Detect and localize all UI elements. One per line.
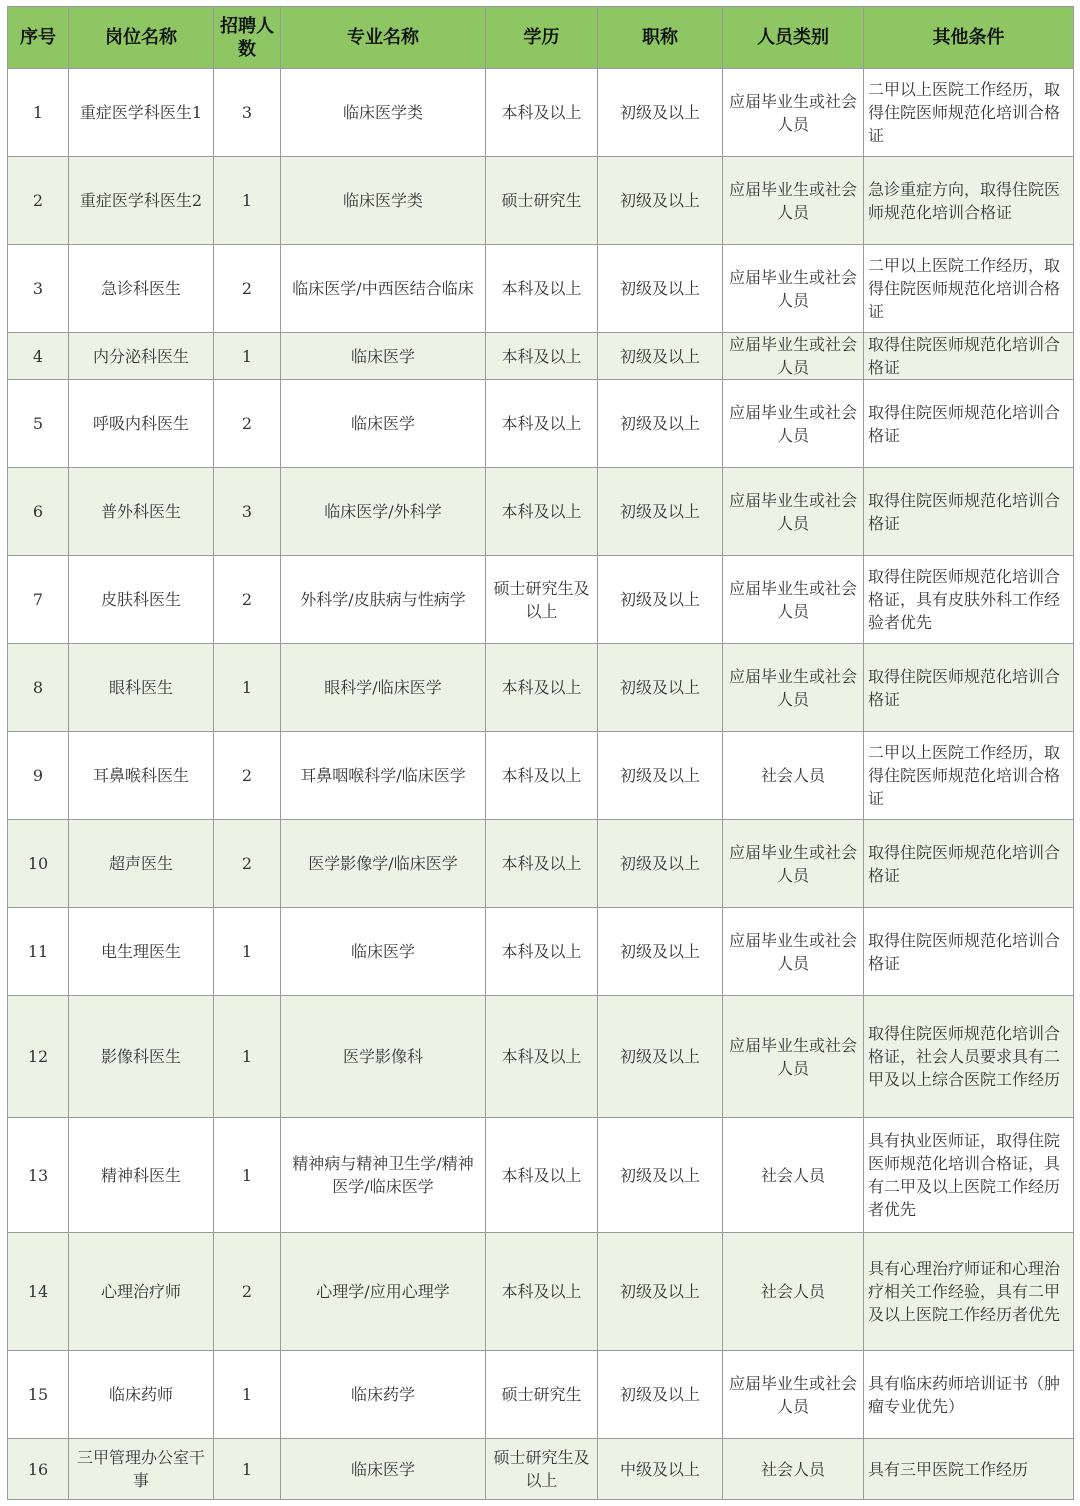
cell-count: 3: [214, 468, 281, 556]
cell-education: 本科及以上: [486, 245, 598, 333]
header-education: 学历: [486, 7, 598, 69]
cell-major: 耳鼻咽喉科学/临床医学: [281, 732, 486, 820]
cell-major: 外科学/皮肤病与性病学: [281, 556, 486, 644]
table-row: [8, 245, 1074, 333]
cell-major: 精神病与精神卫生学/精神医学/临床医学: [281, 1118, 486, 1233]
table-row: [8, 644, 1074, 732]
cell-title: 初级及以上: [598, 69, 723, 157]
cell-title: 初级及以上: [598, 1351, 723, 1439]
cell-category: 应届毕业生或社会人员: [723, 820, 864, 908]
header-no: 序号: [8, 7, 69, 69]
cell-count: 2: [214, 1233, 281, 1351]
cell-title: 初级及以上: [598, 644, 723, 732]
cell-no: 2: [8, 157, 69, 245]
cell-title: 初级及以上: [598, 157, 723, 245]
table-row: [8, 996, 1074, 1118]
header-category: 人员类别: [723, 7, 864, 69]
table-row: [8, 380, 1074, 468]
cell-education: 本科及以上: [486, 1118, 598, 1233]
cell-position: 普外科医生: [69, 468, 214, 556]
cell-position: 重症医学科医生1: [69, 69, 214, 157]
cell-major: 医学影像科: [281, 996, 486, 1118]
table-row: [8, 820, 1074, 908]
cell-category: 应届毕业生或社会人员: [723, 1351, 864, 1439]
cell-count: 1: [214, 1439, 281, 1500]
cell-no: 5: [8, 380, 69, 468]
cell-title: 初级及以上: [598, 556, 723, 644]
cell-position: 电生理医生: [69, 908, 214, 996]
cell-category: 应届毕业生或社会人员: [723, 908, 864, 996]
cell-major: 临床医学: [281, 380, 486, 468]
cell-position: 心理治疗师: [69, 1233, 214, 1351]
cell-other: 取得住院医师规范化培训合格证: [864, 380, 1074, 468]
cell-title: 初级及以上: [598, 333, 723, 380]
cell-major: 临床医学/中西医结合临床: [281, 245, 486, 333]
cell-major: 临床医学类: [281, 157, 486, 245]
cell-education: 本科及以上: [486, 908, 598, 996]
cell-count: 1: [214, 908, 281, 996]
cell-no: 13: [8, 1118, 69, 1233]
cell-count: 1: [214, 644, 281, 732]
cell-title: 初级及以上: [598, 1118, 723, 1233]
cell-no: 8: [8, 644, 69, 732]
table-row: [8, 1439, 1074, 1500]
cell-other: 取得住院医师规范化培训合格证: [864, 908, 1074, 996]
cell-position: 眼科医生: [69, 644, 214, 732]
cell-count: 1: [214, 157, 281, 245]
cell-position: 精神科医生: [69, 1118, 214, 1233]
cell-education: 本科及以上: [486, 996, 598, 1118]
cell-other: 取得住院医师规范化培训合格证: [864, 468, 1074, 556]
cell-other: 具有临床药师培训证书（肿瘤专业优先）: [864, 1351, 1074, 1439]
cell-position: 超声医生: [69, 820, 214, 908]
cell-category: 社会人员: [723, 732, 864, 820]
cell-other: 二甲以上医院工作经历，取得住院医师规范化培训合格证: [864, 245, 1074, 333]
cell-no: 3: [8, 245, 69, 333]
recruitment-table: [7, 6, 1074, 1500]
cell-title: 初级及以上: [598, 380, 723, 468]
cell-category: 应届毕业生或社会人员: [723, 644, 864, 732]
cell-position: 呼吸内科医生: [69, 380, 214, 468]
table-row: [8, 1118, 1074, 1233]
cell-major: 医学影像学/临床医学: [281, 820, 486, 908]
cell-other: 取得住院医师规范化培训合格证: [864, 644, 1074, 732]
cell-title: 初级及以上: [598, 820, 723, 908]
cell-education: 硕士研究生及以上: [486, 556, 598, 644]
cell-category: 社会人员: [723, 1439, 864, 1500]
cell-count: 2: [214, 380, 281, 468]
cell-position: 三甲管理办公室干事: [69, 1439, 214, 1500]
cell-no: 12: [8, 996, 69, 1118]
table-row: [8, 333, 1074, 380]
cell-category: 应届毕业生或社会人员: [723, 69, 864, 157]
table-header-row: [8, 7, 1074, 69]
cell-other: 二甲以上医院工作经历，取得住院医师规范化培训合格证: [864, 732, 1074, 820]
cell-category: 应届毕业生或社会人员: [723, 245, 864, 333]
recruitment-table-container: [7, 6, 1074, 1500]
cell-category: 应届毕业生或社会人员: [723, 333, 864, 380]
cell-major: 临床医学: [281, 333, 486, 380]
cell-education: 硕士研究生: [486, 157, 598, 245]
cell-education: 本科及以上: [486, 820, 598, 908]
table-row: [8, 556, 1074, 644]
table-row: [8, 1351, 1074, 1439]
cell-major: 临床医学: [281, 908, 486, 996]
cell-category: 应届毕业生或社会人员: [723, 996, 864, 1118]
cell-position: 急诊科医生: [69, 245, 214, 333]
table-row: [8, 157, 1074, 245]
cell-no: 11: [8, 908, 69, 996]
cell-no: 4: [8, 333, 69, 380]
cell-position: 内分泌科医生: [69, 333, 214, 380]
cell-education: 本科及以上: [486, 380, 598, 468]
cell-title: 初级及以上: [598, 468, 723, 556]
cell-no: 6: [8, 468, 69, 556]
cell-category: 应届毕业生或社会人员: [723, 157, 864, 245]
cell-other: 急诊重症方向，取得住院医师规范化培训合格证: [864, 157, 1074, 245]
cell-major: 眼科学/临床医学: [281, 644, 486, 732]
cell-count: 3: [214, 69, 281, 157]
cell-category: 社会人员: [723, 1233, 864, 1351]
header-other: 其他条件: [864, 7, 1074, 69]
cell-education: 硕士研究生及以上: [486, 1439, 598, 1500]
cell-no: 9: [8, 732, 69, 820]
cell-count: 1: [214, 1118, 281, 1233]
cell-category: 应届毕业生或社会人员: [723, 468, 864, 556]
cell-education: 本科及以上: [486, 69, 598, 157]
header-title: 职称: [598, 7, 723, 69]
cell-major: 临床医学/外科学: [281, 468, 486, 556]
cell-title: 初级及以上: [598, 245, 723, 333]
cell-title: 初级及以上: [598, 908, 723, 996]
cell-count: 1: [214, 996, 281, 1118]
cell-count: 2: [214, 820, 281, 908]
cell-major: 临床医学: [281, 1439, 486, 1500]
cell-education: 本科及以上: [486, 1233, 598, 1351]
cell-count: 2: [214, 556, 281, 644]
cell-other: 具有心理治疗师证和心理治疗相关工作经验，具有二甲及以上医院工作经历者优先: [864, 1233, 1074, 1351]
cell-category: 应届毕业生或社会人员: [723, 556, 864, 644]
cell-position: 重症医学科医生2: [69, 157, 214, 245]
header-count: 招聘人数: [214, 7, 281, 69]
cell-position: 临床药师: [69, 1351, 214, 1439]
cell-no: 1: [8, 69, 69, 157]
cell-position: 耳鼻喉科医生: [69, 732, 214, 820]
table-row: [8, 908, 1074, 996]
cell-title: 初级及以上: [598, 732, 723, 820]
table-row: [8, 732, 1074, 820]
cell-other: 二甲以上医院工作经历，取得住院医师规范化培训合格证: [864, 69, 1074, 157]
cell-other: 取得住院医师规范化培训合格证: [864, 820, 1074, 908]
cell-education: 本科及以上: [486, 732, 598, 820]
cell-category: 应届毕业生或社会人员: [723, 380, 864, 468]
cell-education: 本科及以上: [486, 468, 598, 556]
cell-title: 初级及以上: [598, 1233, 723, 1351]
cell-education: 本科及以上: [486, 644, 598, 732]
cell-no: 10: [8, 820, 69, 908]
cell-count: 1: [214, 1351, 281, 1439]
cell-other: 具有三甲医院工作经历: [864, 1439, 1074, 1500]
cell-major: 心理学/应用心理学: [281, 1233, 486, 1351]
cell-count: 2: [214, 732, 281, 820]
cell-other: 具有执业医师证，取得住院医师规范化培训合格证，具有二甲及以上医院工作经历者优先: [864, 1118, 1074, 1233]
cell-title: 中级及以上: [598, 1439, 723, 1500]
cell-category: 社会人员: [723, 1118, 864, 1233]
cell-education: 硕士研究生: [486, 1351, 598, 1439]
cell-position: 皮肤科医生: [69, 556, 214, 644]
header-major: 专业名称: [281, 7, 486, 69]
cell-position: 影像科医生: [69, 996, 214, 1118]
table-row: [8, 468, 1074, 556]
cell-count: 1: [214, 333, 281, 380]
header-position: 岗位名称: [69, 7, 214, 69]
cell-other: 取得住院医师规范化培训合格证，具有皮肤外科工作经验者优先: [864, 556, 1074, 644]
cell-no: 7: [8, 556, 69, 644]
cell-no: 14: [8, 1233, 69, 1351]
cell-title: 初级及以上: [598, 996, 723, 1118]
cell-education: 本科及以上: [486, 333, 598, 380]
cell-other: 取得住院医师规范化培训合格证，社会人员要求具有二甲及以上综合医院工作经历: [864, 996, 1074, 1118]
cell-other: 取得住院医师规范化培训合格证: [864, 333, 1074, 380]
cell-no: 15: [8, 1351, 69, 1439]
table-body: [8, 69, 1074, 1500]
table-row: [8, 1233, 1074, 1351]
cell-major: 临床药学: [281, 1351, 486, 1439]
cell-no: 16: [8, 1439, 69, 1500]
cell-major: 临床医学类: [281, 69, 486, 157]
table-row: [8, 69, 1074, 157]
cell-count: 2: [214, 245, 281, 333]
